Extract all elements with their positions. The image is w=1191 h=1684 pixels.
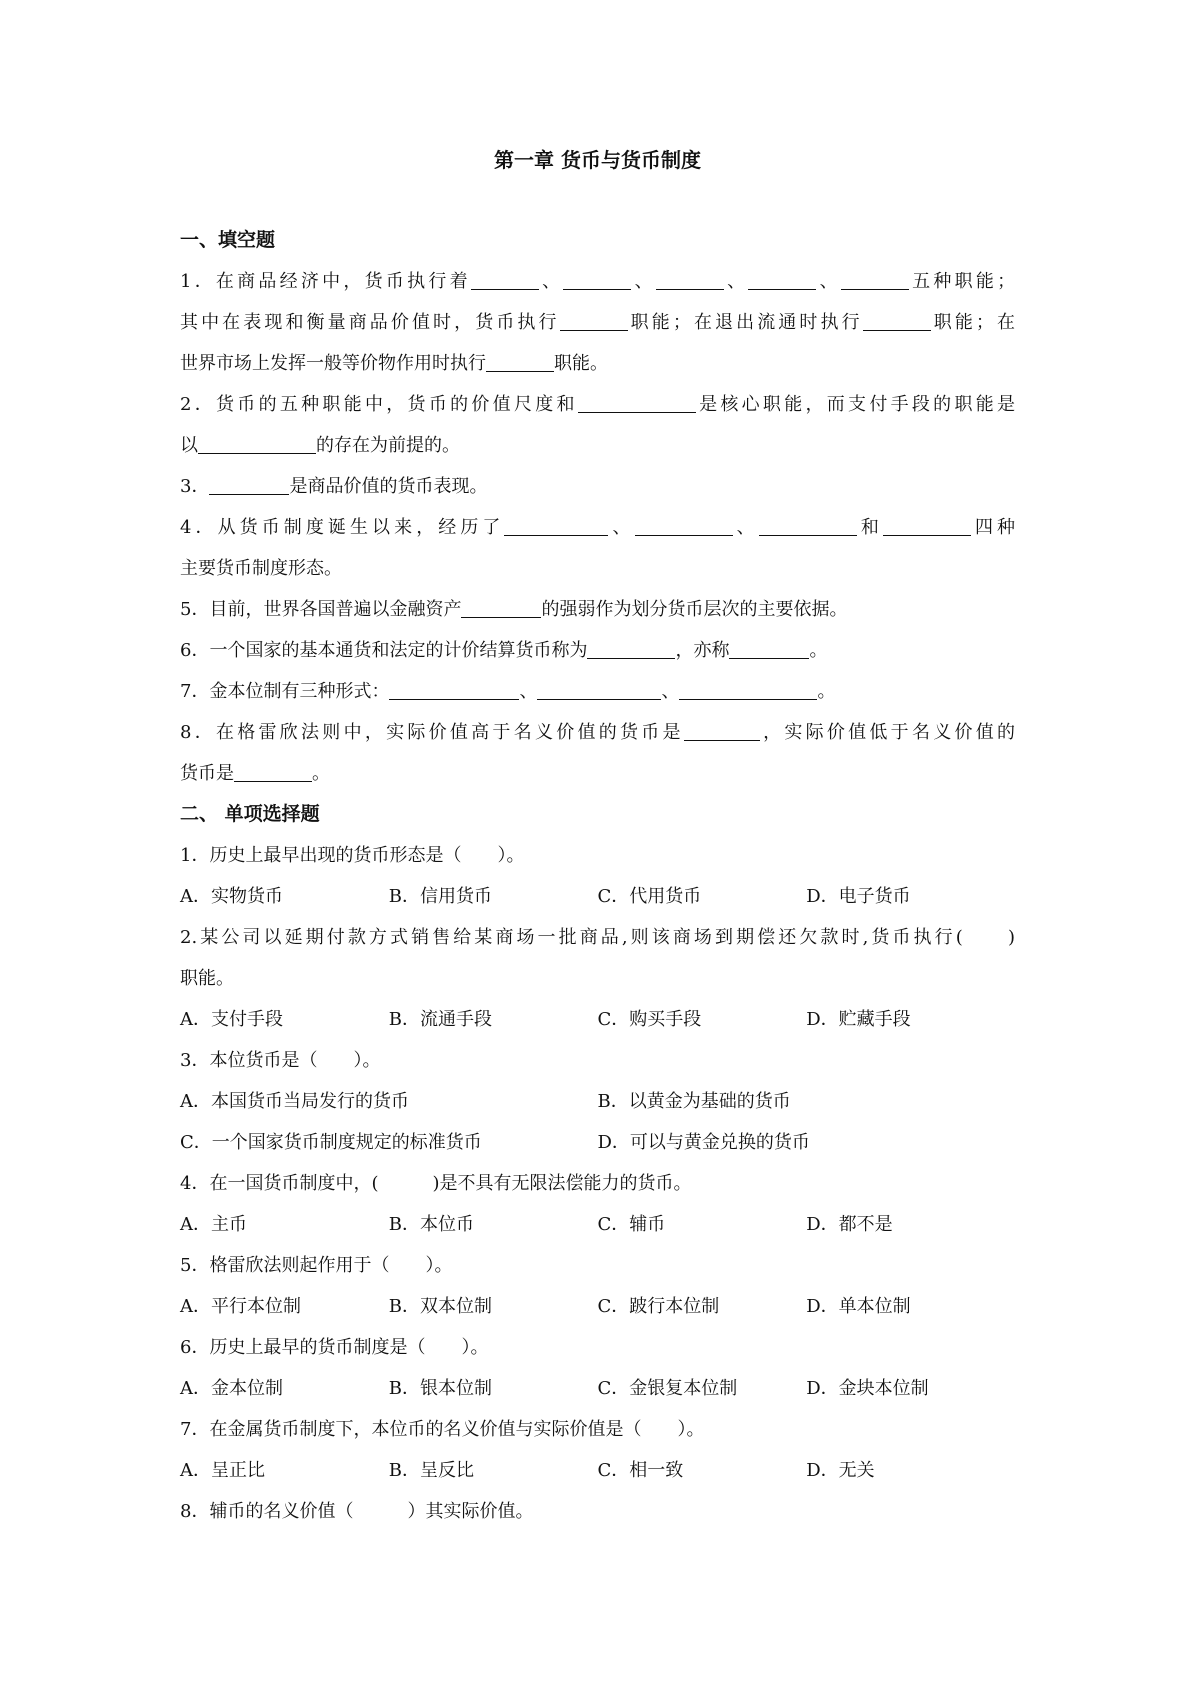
question-text: 职能。 (554, 353, 608, 374)
question-text: 职能；在退出流通时执行 (627, 312, 863, 333)
question-line (180, 671, 1015, 712)
question-text: 。 (809, 640, 828, 661)
question-choice-7 (180, 1409, 1015, 1491)
option-row (180, 1368, 1015, 1409)
option-a[interactable]: A．实物货币 (180, 886, 283, 907)
option-c[interactable]: C．跛行本位制 (597, 1296, 720, 1317)
option-d[interactable]: D．电子货币 (806, 886, 911, 907)
answer-blank[interactable] (759, 513, 857, 536)
question-text: ，实际价值低于名义价值的 (759, 722, 1016, 743)
option-c[interactable]: C．购买手段 (597, 1009, 702, 1030)
answer-blank[interactable] (560, 308, 628, 331)
question-choice-8 (180, 1491, 1015, 1532)
question-stem: 4．在一国货币制度中，( )是不具有无限法偿能力的货币。 (180, 1173, 692, 1194)
answer-blank[interactable] (461, 595, 541, 618)
question-text: 世界市场上发挥一般等价物作用时执行 (180, 353, 486, 374)
option-c[interactable]: C．相一致 (597, 1460, 684, 1481)
question-text: 以 (180, 435, 198, 456)
question-fill-7 (180, 671, 1015, 712)
answer-blank[interactable] (578, 390, 696, 413)
answer-blank[interactable] (656, 267, 724, 290)
question-choice-4 (180, 1163, 1015, 1245)
question-stem: 3．本位货币是（ ）。 (180, 1050, 381, 1071)
separator: 、 (538, 271, 564, 292)
answer-blank[interactable] (587, 636, 675, 659)
separator: 、 (608, 517, 635, 538)
option-d[interactable]: D．无关 (806, 1460, 875, 1481)
separator: 、 (816, 271, 841, 292)
question-text: 是商品价值的货币表现。 (289, 476, 488, 497)
option-b[interactable]: B．双本位制 (388, 1296, 492, 1317)
question-line (180, 630, 1015, 671)
answer-blank[interactable] (679, 677, 817, 700)
question-line: 主要货币制度形态。 (180, 558, 342, 579)
question-text: 。 (817, 681, 836, 702)
question-text: 2．货币的五种职能中，货币的价值尺度和 (180, 394, 578, 415)
question-stem: 1．历史上最早出现的货币形态是（ ）。 (180, 845, 525, 866)
answer-blank[interactable] (563, 267, 631, 290)
question-line (180, 384, 1015, 425)
question-stem: 8．辅币的名义价值（ ）其实际价值。 (180, 1501, 534, 1522)
option-c[interactable]: C．金银复本位制 (597, 1378, 738, 1399)
answer-blank[interactable] (486, 349, 554, 372)
question-text: 5．目前，世界各国普遍以金融资产 (180, 599, 462, 620)
option-d[interactable]: D．贮藏手段 (806, 1009, 911, 1030)
question-text: 。 (312, 763, 330, 784)
question-line (180, 343, 1015, 384)
chapter-title: 第一章 货币与货币制度 (494, 148, 701, 172)
option-c[interactable]: C．一个国家货币制度规定的标准货币 (180, 1132, 482, 1153)
question-stem: 职能。 (180, 968, 234, 989)
separator: 、 (723, 271, 749, 292)
question-stem: 7．在金属货币制度下，本位币的名义价值与实际价值是（ ）。 (180, 1419, 705, 1440)
option-d[interactable]: D．都不是 (806, 1214, 893, 1235)
question-choice-3 (180, 1040, 1015, 1163)
question-text: 职能；在 (930, 312, 1016, 333)
answer-blank[interactable] (863, 308, 931, 331)
question-fill-2 (180, 384, 1015, 466)
question-stem: 2.某公司以延期付款方式销售给某商场一批商品,则该商场到期偿还欠款时,货币执行( ) (180, 927, 1015, 948)
option-row (180, 1204, 1015, 1245)
question-line (180, 753, 1015, 794)
question-fill-6 (180, 630, 1015, 671)
answer-blank[interactable] (389, 677, 519, 700)
question-fill-5 (180, 589, 1015, 630)
option-c[interactable]: C．辅币 (597, 1214, 666, 1235)
question-text: 和 (856, 517, 883, 538)
answer-blank[interactable] (504, 513, 608, 536)
question-text: ，亦称 (675, 640, 730, 661)
question-text: 4．从货币制度诞生以来，经历了 (180, 517, 505, 538)
option-d[interactable]: D．金块本位制 (806, 1378, 929, 1399)
question-stem: 6．历史上最早的货币制度是（ ）。 (180, 1337, 489, 1358)
option-b[interactable]: B．银本位制 (388, 1378, 492, 1399)
option-a[interactable]: A．呈正比 (180, 1460, 265, 1481)
option-b[interactable]: B．本位币 (388, 1214, 474, 1235)
answer-blank[interactable] (684, 718, 760, 741)
option-b[interactable]: B．流通手段 (388, 1009, 492, 1030)
option-a[interactable]: A．本国货币当局发行的货币 (180, 1091, 409, 1112)
option-a[interactable]: A．主币 (180, 1214, 247, 1235)
question-line (180, 712, 1015, 753)
question-text: 五种职能； (908, 271, 1016, 292)
question-line (180, 507, 1015, 548)
question-text: 四种 (970, 517, 1016, 538)
question-choice-6 (180, 1327, 1015, 1409)
option-row (180, 999, 1015, 1040)
option-b[interactable]: B．以黄金为基础的货币 (597, 1091, 791, 1112)
option-row (180, 876, 1015, 917)
question-text: 7．金本位制有三种形式： (180, 681, 390, 702)
answer-blank[interactable] (471, 267, 539, 290)
answer-blank[interactable] (537, 677, 661, 700)
option-a[interactable]: A．支付手段 (180, 1009, 283, 1030)
question-line (180, 425, 1015, 466)
section-heading-fill-blank: 一、填空题 (180, 229, 276, 251)
question-choice-5 (180, 1245, 1015, 1327)
question-fill-4 (180, 507, 1015, 589)
question-text: 货币是 (180, 763, 234, 784)
document-page (180, 140, 1015, 1532)
question-text: 的存在为前提的。 (316, 435, 460, 456)
question-text: 的强弱作为划分货币层次的主要依据。 (541, 599, 848, 620)
option-d[interactable]: D．可以与黄金兑换的货币 (597, 1132, 810, 1153)
option-row (180, 1450, 1015, 1491)
answer-blank[interactable] (748, 267, 816, 290)
answer-blank[interactable] (883, 513, 971, 536)
option-a[interactable]: A．平行本位制 (180, 1296, 301, 1317)
option-row (180, 1286, 1015, 1327)
option-a[interactable]: A．金本位制 (180, 1378, 283, 1399)
question-stem: 5．格雷欣法则起作用于（ ）。 (180, 1255, 453, 1276)
separator: 、 (732, 517, 759, 538)
option-b[interactable]: B．信用货币 (388, 886, 492, 907)
question-text: 1．在商品经济中，货币执行着 (180, 271, 471, 292)
option-row (180, 1122, 1015, 1163)
question-text: 3． (180, 476, 210, 497)
answer-blank[interactable] (234, 759, 312, 782)
section-heading-single-choice: 二、 单项选择题 (180, 803, 320, 825)
answer-blank[interactable] (729, 636, 809, 659)
question-text: 其中在表现和衡量商品价值时，货币执行 (180, 312, 560, 333)
question-fill-8 (180, 712, 1015, 794)
separator: 、 (631, 271, 656, 292)
option-c[interactable]: C．代用货币 (597, 886, 702, 907)
option-row (180, 1081, 1015, 1122)
question-choice-2 (180, 917, 1015, 1040)
question-line (180, 302, 1015, 343)
question-fill-1 (180, 261, 1015, 384)
question-fill-3 (180, 466, 1015, 507)
question-line (180, 589, 1015, 630)
question-line (180, 261, 1015, 302)
question-text: 6．一个国家的基本通货和法定的计价结算货币称为 (180, 640, 588, 661)
answer-blank[interactable] (209, 472, 289, 495)
question-text: 是核心职能，而支付手段的职能是 (695, 394, 1016, 415)
answer-blank[interactable] (841, 267, 909, 290)
question-line (180, 466, 1015, 507)
separator: 、 (661, 681, 680, 702)
answer-blank[interactable] (198, 431, 316, 454)
answer-blank[interactable] (635, 513, 733, 536)
question-text: 8．在格雷欣法则中，实际价值高于名义价值的货币是 (180, 722, 684, 743)
separator: 、 (519, 681, 538, 702)
question-choice-1 (180, 835, 1015, 917)
option-d[interactable]: D．单本位制 (806, 1296, 911, 1317)
option-b[interactable]: B．呈反比 (388, 1460, 474, 1481)
